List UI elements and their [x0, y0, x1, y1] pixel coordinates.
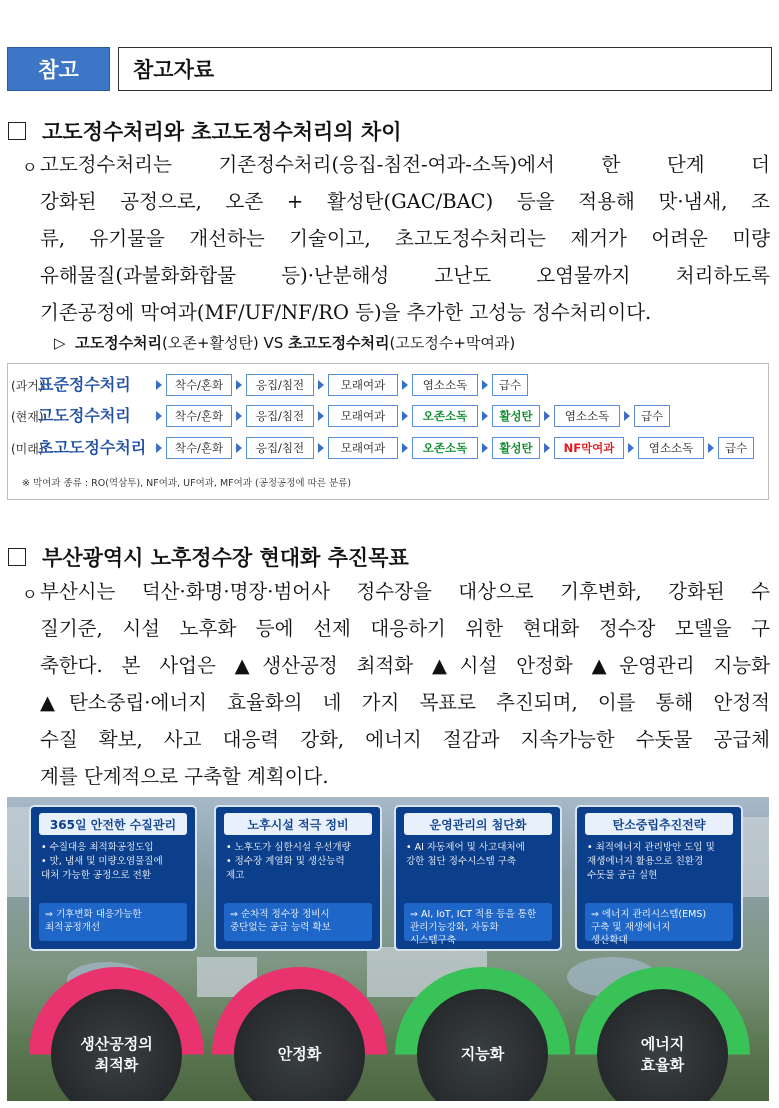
section1-bullet: ㅇ	[22, 158, 38, 177]
goal-card-footer-line: 최적공정개선	[45, 922, 101, 933]
process-step: 오존소독	[412, 437, 478, 459]
goal-card-footer-line: 생산확대	[591, 935, 628, 946]
paragraph-line: 부산시는 덕산·화명·명장·범어사 정수장을 대상으로 기후변화, 강화된 수	[40, 580, 770, 603]
paragraph-line: 수질 확보, 사고 대응력 강화, 에너지 절감과 지속가능한 수돗물 공급체	[40, 728, 770, 751]
process-step: 모래여과	[328, 437, 398, 459]
arrow-right-icon	[156, 380, 162, 390]
arrow-right-icon	[156, 411, 162, 421]
goal-card	[394, 805, 562, 951]
process-step: 응집/침전	[246, 405, 314, 427]
goal-ring-label	[51, 989, 182, 1101]
process-note: ※ 막여과 종류 : RO(역삼투), NF여과, UF여과, MF여과 (공정공정에 따른 분류)	[22, 478, 352, 489]
process-step: 오존소독	[412, 405, 478, 427]
goal-card-footer-line: 중단없는 공급 능력 확보	[230, 922, 331, 933]
process-era: (미래)	[11, 442, 44, 456]
arrow-right-icon	[544, 443, 550, 453]
goal-card-body	[577, 835, 741, 883]
process-step: 모래여과	[328, 405, 398, 427]
arrow-right-icon	[544, 411, 550, 421]
arrow-right-icon	[402, 443, 408, 453]
process-step: 착수/혼화	[166, 437, 232, 459]
section2-title	[8, 542, 409, 572]
goal-card-line: 강한 첨단 정수시스템 구축	[406, 856, 517, 867]
goal-ring-text: 에너지	[640, 1034, 685, 1053]
goal-ring-label	[597, 989, 728, 1101]
goal-card-line: 제고	[226, 870, 245, 881]
goal-card-footer-line: ⇒ AI, IoT, ICT 적용 등을 통한	[410, 909, 537, 920]
process-row	[8, 374, 768, 398]
process-step: 착수/혼화	[166, 374, 232, 396]
arrow-right-icon	[236, 411, 242, 421]
process-row	[8, 437, 768, 461]
process-step: NF막여과	[554, 437, 624, 459]
arrow-right-icon	[156, 443, 162, 453]
goal-card	[214, 805, 382, 951]
goal-card-line: 수돗물 공급 실현	[587, 870, 658, 881]
goal-card-footer-line: ⇒ 순차적 정수장 정비시	[230, 909, 330, 920]
goal-card-footer	[585, 903, 733, 946]
goal-card-footer	[224, 903, 372, 941]
goal-ring-text: 지능화	[460, 1045, 505, 1063]
process-era: (과거)	[11, 379, 44, 393]
process-step: 염소소독	[412, 374, 478, 396]
process-step: 착수/혼화	[166, 405, 232, 427]
arrow-right-icon	[318, 411, 324, 421]
comparison-line	[54, 332, 515, 353]
goal-card-title: 탄소중립추진전략	[585, 813, 733, 835]
process-step: 급수	[492, 374, 528, 396]
goal-card-line: • AI 자동제어 및 사고대처에	[406, 842, 525, 853]
arrow-right-icon	[236, 380, 242, 390]
process-step: 염소소독	[638, 437, 704, 459]
goal-card-line: 재생에너지 활용으로 친환경	[587, 856, 704, 867]
goal-ring-text: 안정화	[277, 1045, 322, 1063]
comparison-a: 고도정수처리	[75, 334, 163, 352]
goal-card-line: • 수질대응 최적화공정도입	[41, 842, 154, 853]
goal-card-footer	[404, 903, 552, 946]
goal-card-line: • 맛, 냄새 및 미량오염물질에	[41, 856, 163, 867]
goal-card-title: 노후시설 적극 정비	[224, 813, 372, 835]
goal-ring-label	[417, 989, 548, 1101]
goal-card	[575, 805, 743, 951]
section2-title-text: 부산광역시 노후정수장 현대화 추진목표	[42, 546, 409, 570]
process-step: 응집/침전	[246, 437, 314, 459]
goal-card-line: • 노후도가 심한시설 우선개량	[226, 842, 351, 853]
comparison-a-detail: (오존+활성탄) VS	[162, 334, 289, 352]
process-label: 표준정수처리	[38, 375, 131, 394]
process-label: 고도정수처리	[38, 406, 131, 425]
arrow-right-icon	[318, 380, 324, 390]
reference-title: 참고자료	[118, 47, 772, 91]
process-label: 초고도정수처리	[38, 438, 147, 457]
goal-ring-text: 효율화	[640, 1055, 685, 1074]
arrow-right-icon	[236, 443, 242, 453]
goal-card-body	[216, 835, 380, 883]
goal-card-title: 365일 안전한 수질관리	[39, 813, 187, 835]
paragraph-line: 기존공정에 막여과(MF/UF/NF/RO 등)을 추가한 고성능 정수처리이다.	[40, 301, 652, 324]
process-step: 모래여과	[328, 374, 398, 396]
goal-card-line: • 정수장 계열화 및 생산능력	[226, 856, 345, 867]
process-step: 급수	[718, 437, 754, 459]
arrow-right-icon	[708, 443, 714, 453]
process-diagram	[7, 363, 769, 500]
arrow-right-icon	[628, 443, 634, 453]
goal-ring-label	[234, 989, 365, 1101]
paragraph-line: 류, 유기물을 개선하는 기술이고, 초고도정수처리는 제거가 어려운 미량	[40, 227, 770, 250]
process-step: 활성탄	[492, 437, 540, 459]
process-row	[8, 405, 768, 429]
checkbox-square-icon	[8, 122, 26, 140]
goal-card-footer-line: 구축 및 재생에너지	[591, 922, 671, 933]
arrow-right-icon	[402, 411, 408, 421]
arrow-right-icon	[624, 411, 630, 421]
goal-card-line: 대처 가능한 공정으로 전환	[41, 870, 152, 881]
process-step: 염소소독	[554, 405, 620, 427]
goal-card-footer-line: ⇒ 기후변화 대응가능한	[45, 909, 142, 920]
goal-card-body	[396, 835, 560, 869]
paragraph-line: 유해물질(과불화화합물 등)·난분해성 고난도 오염물까지 처리하도록	[40, 264, 770, 287]
paragraph-line: ▲탄소중립·에너지 효율화의 네 가지 목표로 추진되며, 이를 통해 안정적	[40, 691, 770, 714]
arrow-right-icon	[482, 411, 488, 421]
goal-card	[29, 805, 197, 951]
paragraph-line: 강화된 공정으로, 오존 + 활성탄(GAC/BAC) 등을 적용해 맛·냄새, 조	[40, 190, 770, 213]
checkbox-square-icon	[8, 548, 26, 566]
arrow-right-icon	[482, 380, 488, 390]
goal-card-body	[31, 835, 195, 883]
arrow-right-icon	[318, 443, 324, 453]
paragraph-line: 고도정수처리는 기존정수처리(응집-침전-여과-소독)에서 한 단계 더	[40, 153, 770, 176]
goal-card-footer	[39, 903, 187, 941]
goal-ring-text: 최적화	[94, 1055, 139, 1074]
process-era: (현재)	[11, 410, 44, 424]
goal-card-title: 운영관리의 첨단화	[404, 813, 552, 835]
arrow-right-icon	[482, 443, 488, 453]
section1-paragraph	[40, 146, 770, 331]
goal-card-footer-line: ⇒ 에너지 관리시스템(EMS)	[591, 909, 707, 920]
section1-title	[8, 116, 401, 146]
goal-card-footer-line: 시스템구축	[410, 935, 456, 946]
paragraph-line: 계를 단계적으로 구축할 계획이다.	[40, 765, 329, 788]
goal-ring-text: 생산공정의	[80, 1034, 153, 1053]
section2-paragraph	[40, 573, 770, 795]
modernization-infographic	[7, 797, 769, 1101]
goal-ring	[29, 967, 204, 1101]
comparison-b-detail: (고도정수+막여과)	[389, 334, 516, 352]
background-building	[7, 807, 31, 897]
section2-bullet: ㅇ	[22, 585, 38, 604]
section1-title-text: 고도정수처리와 초고도정수처리의 차이	[42, 120, 402, 144]
reference-badge: 참고	[7, 47, 110, 91]
process-step: 응집/침전	[246, 374, 314, 396]
reference-header	[7, 47, 772, 91]
goal-card-footer-line: 관리기능강화, 자동화	[410, 922, 499, 933]
comparison-b: 초고도정수처리	[288, 334, 390, 352]
process-step: 활성탄	[492, 405, 540, 427]
triangle-marker-icon: ▷	[54, 334, 66, 352]
process-step: 급수	[634, 405, 670, 427]
paragraph-line: 질기준, 시설 노후화 등에 선제 대응하기 위한 현대화 정수장 모델을 구	[40, 617, 770, 640]
goal-card-line: • 최적에너지 관리방안 도입 및	[587, 842, 715, 853]
arrow-right-icon	[402, 380, 408, 390]
paragraph-line: 축한다. 본 사업은 ▲생산공정 최적화 ▲시설 안정화 ▲운영관리 지능화	[40, 654, 770, 677]
